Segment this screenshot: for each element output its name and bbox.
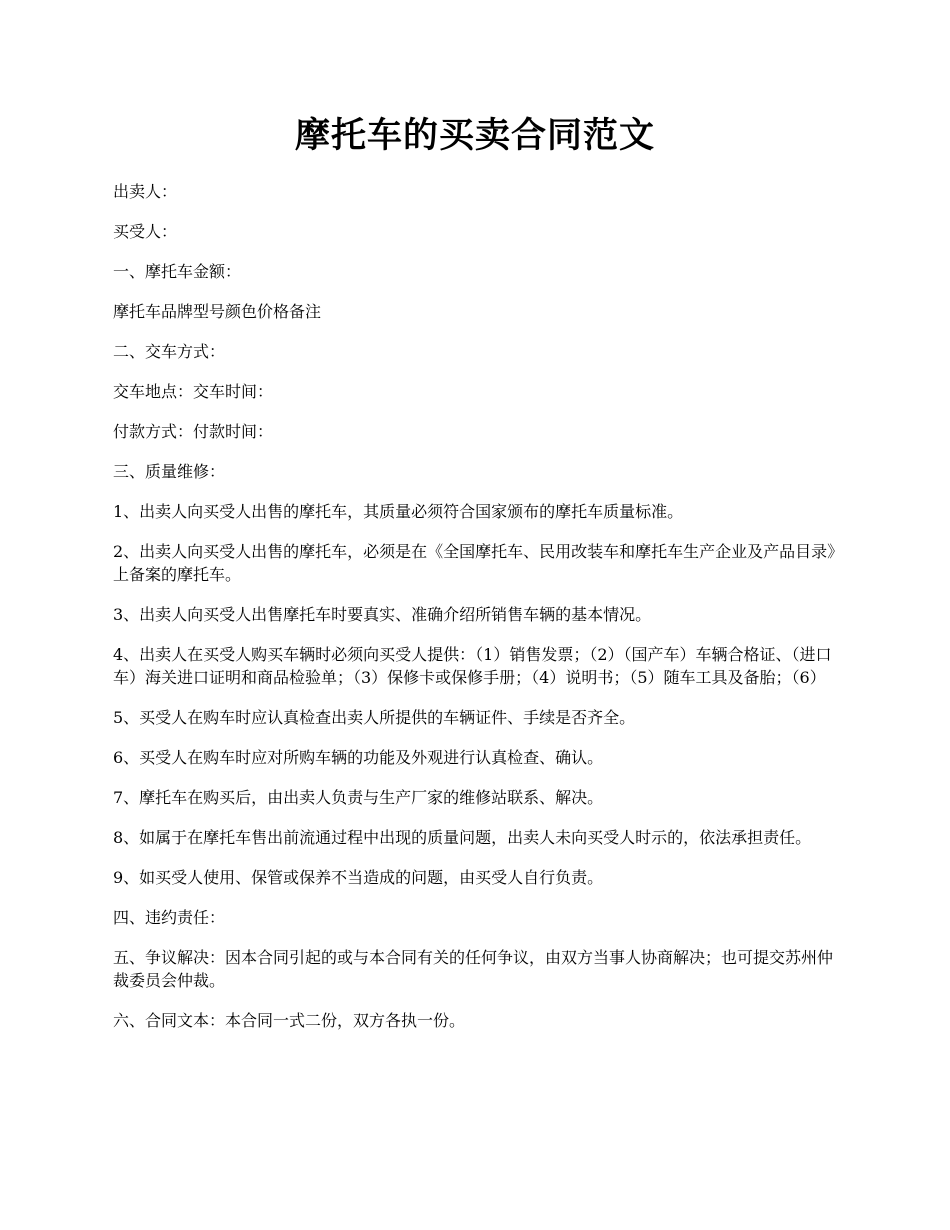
section-heading-amount: 一、摩托车金额： [113,262,242,281]
seller-line: 出卖人： [113,182,178,201]
clause-5: 5、买受人在购车时应认真检查出卖人所提供的车辆证件、手续是否齐全。 [113,708,636,727]
section-heading-delivery: 二、交车方式： [113,342,226,361]
document-body [113,180,843,1049]
clause-9: 9、如买受人使用、保管或保养不当造成的问题，由买受人自行负责。 [113,868,604,887]
clause-7: 7、摩托车在购买后，由出卖人负责与生产厂家的维修站联系、解决。 [113,788,604,807]
clause-2: 2、出卖人向买受人出售的摩托车，必须是在《全国摩托车、民用改装车和摩托车生产企业及产品目录》上备案的摩托车。 [113,542,836,584]
clause-4: 4、出卖人在买受人购买车辆时必须向买受人提供：（1）销售发票；（2）（国产车）车辆合格证、（进口车）海关进口证明和商品检验单；（3）保修卡或保修手册；（4）说明书；（5）随车工具及备胎；（6） [113,645,832,687]
clause-8: 8、如属于在摩托车售出前流通过程中出现的质量问题，出卖人未向买受人时示的，依法承担责任。 [113,828,812,847]
section-heading-quality: 三、质量维修： [113,462,226,481]
clause-1: 1、出卖人向买受人出售的摩托车，其质量必须符合国家颁布的摩托车质量标准。 [113,502,684,521]
section-contract-copies: 六、合同文本：本合同一式二份，双方各执一份。 [113,1011,466,1030]
payment-method-time-line: 付款方式：付款时间： [113,422,274,441]
document-title: 摩托车的买卖合同范文 [294,115,655,156]
clause-3: 3、出卖人向买受人出售摩托车时要真实、准确介绍所销售车辆的基本情况。 [113,605,652,624]
buyer-line: 买受人： [113,222,178,241]
vehicle-columns-line: 摩托车品牌型号颜色价格备注 [113,302,322,321]
clause-6: 6、买受人在购车时应对所购车辆的功能及外观进行认真检查、确认。 [113,748,604,767]
delivery-place-time-line: 交车地点：交车时间： [113,382,274,401]
section-heading-breach: 四、违约责任： [113,908,226,927]
section-dispute-resolution: 五、争议解决：因本合同引起的或与本合同有关的任何争议，由双方当事人协商解决；也可提交苏州仲裁委员会仲裁。 [113,948,834,990]
